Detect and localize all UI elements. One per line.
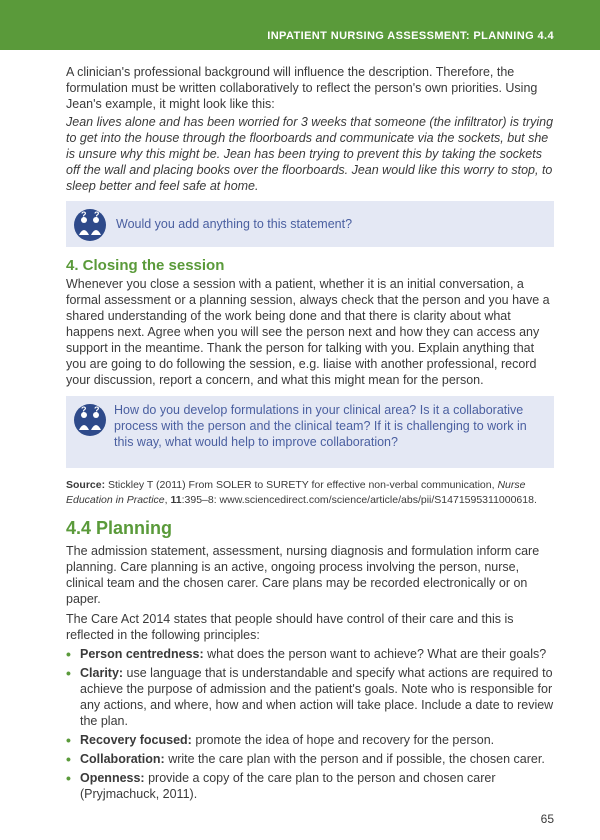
source-url: :395–8: www.sciencedirect.com/science/article/abs/pii/S1471595311000618. xyxy=(181,494,537,506)
list-item xyxy=(66,751,554,767)
intro-paragraph: A clinician's professional background will influence the description. Therefore, the formulation must be written collaboratively to reflect the person's own priorities. Using Jean's example, it might look like this: xyxy=(66,65,538,111)
principle-text: provide a copy of the care plan to the person and chosen carer (Pryjmachuck, 2011). xyxy=(80,771,496,801)
source-separator: , xyxy=(164,494,171,506)
bullet-icon: • xyxy=(66,770,71,786)
page-header xyxy=(0,0,600,50)
principle-text: promote the idea of hope and recovery for the person. xyxy=(191,733,495,747)
list-item xyxy=(66,646,554,662)
source-journal: Nurse Education in Practice xyxy=(66,479,526,506)
principle-term: Clarity: xyxy=(80,666,124,680)
bullet-icon: • xyxy=(66,751,71,767)
bullet-icon: • xyxy=(66,665,71,681)
source-label: Source: xyxy=(66,479,106,491)
list-item xyxy=(66,732,554,748)
question-people-icon xyxy=(72,208,108,242)
planning-paragraph-1: The admission statement, assessment, nursing diagnosis and formulation inform care planning. Care planning is an active, ongoing process involving the person, nurse, clinical team and the chosen carer. Care plans may be recorded electronically or on paper. xyxy=(66,544,540,606)
page-content xyxy=(66,64,554,805)
principle-term: Openness: xyxy=(80,771,145,785)
bullet-icon: • xyxy=(66,646,71,662)
planning-paragraph-2: The Care Act 2014 states that people should have control of their care and this is reflected in the following principles: xyxy=(66,612,514,642)
bullet-icon: • xyxy=(66,732,71,748)
reflection-question-box xyxy=(66,396,554,468)
section-heading-planning: 4.4 Planning xyxy=(66,518,173,538)
source-citation xyxy=(66,478,554,508)
source-volume: 11 xyxy=(170,494,182,506)
page-number: 65 xyxy=(540,812,554,826)
svg-text:?: ? xyxy=(94,210,100,220)
question-people-icon xyxy=(72,403,108,437)
list-item xyxy=(66,665,554,729)
reflection-question-box xyxy=(66,201,554,247)
principle-text: use language that is understandable and specify what actions are required to achieve the purpose of admission and the patient's goals. Note who is responsible for any actions, and where, how and when action will take place. Include a date to review the plan. xyxy=(80,666,554,728)
closing-paragraph: Whenever you close a session with a patient, whether it is an initial conversation, a formal assessment or a planning session, always check that the person and you have a shared understanding of the work being done and that there is clarity about what happens next. Agree when you will see the person next and how they can access any support in the meantime. Thank the person for talking with you. Explain anything that you are going to do following the session, e.g. liaise with another professional, record your discussion, report a concern, and what this might mean for the person. xyxy=(66,277,550,387)
principle-term: Collaboration: xyxy=(80,752,165,766)
principle-term: Recovery focused: xyxy=(80,733,192,747)
svg-text:?: ? xyxy=(81,405,87,415)
svg-text:?: ? xyxy=(81,210,87,220)
question-text: How do you develop formulations in your clinical area? Is it a collaborative process with the person and the clinical team? If it is challenging to work in this way, what would help to improve collaboration? xyxy=(114,403,527,449)
principles-list xyxy=(66,646,554,802)
principle-text: what does the person want to achieve? What are their goals? xyxy=(203,647,547,661)
source-text: Stickley T (2011) From SOLER to SURETY for effective non-verbal communication, xyxy=(105,479,498,491)
section-heading-closing: 4. Closing the session xyxy=(66,257,225,274)
svg-text:?: ? xyxy=(94,405,100,415)
principle-text: write the care plan with the person and if possible, the chosen carer. xyxy=(164,752,545,766)
question-text: Would you add anything to this statement? xyxy=(116,217,353,231)
principle-term: Person centredness: xyxy=(80,647,204,661)
list-item xyxy=(66,770,554,802)
header-title: INPATIENT NURSING ASSESSMENT: PLANNING 4.4 xyxy=(267,30,554,42)
formulation-example: Jean lives alone and has been worried for 3 weeks that someone (the infiltrator) is trying to get into the house through the floorboards and communicate via the sockets, but she is unsure why this might be. Jean has been trying to prevent this by taking the sockets off the wall and placing books over the floorboards. Jean would like this worry to stop, to sleep better and feel safe at home. xyxy=(66,115,554,193)
